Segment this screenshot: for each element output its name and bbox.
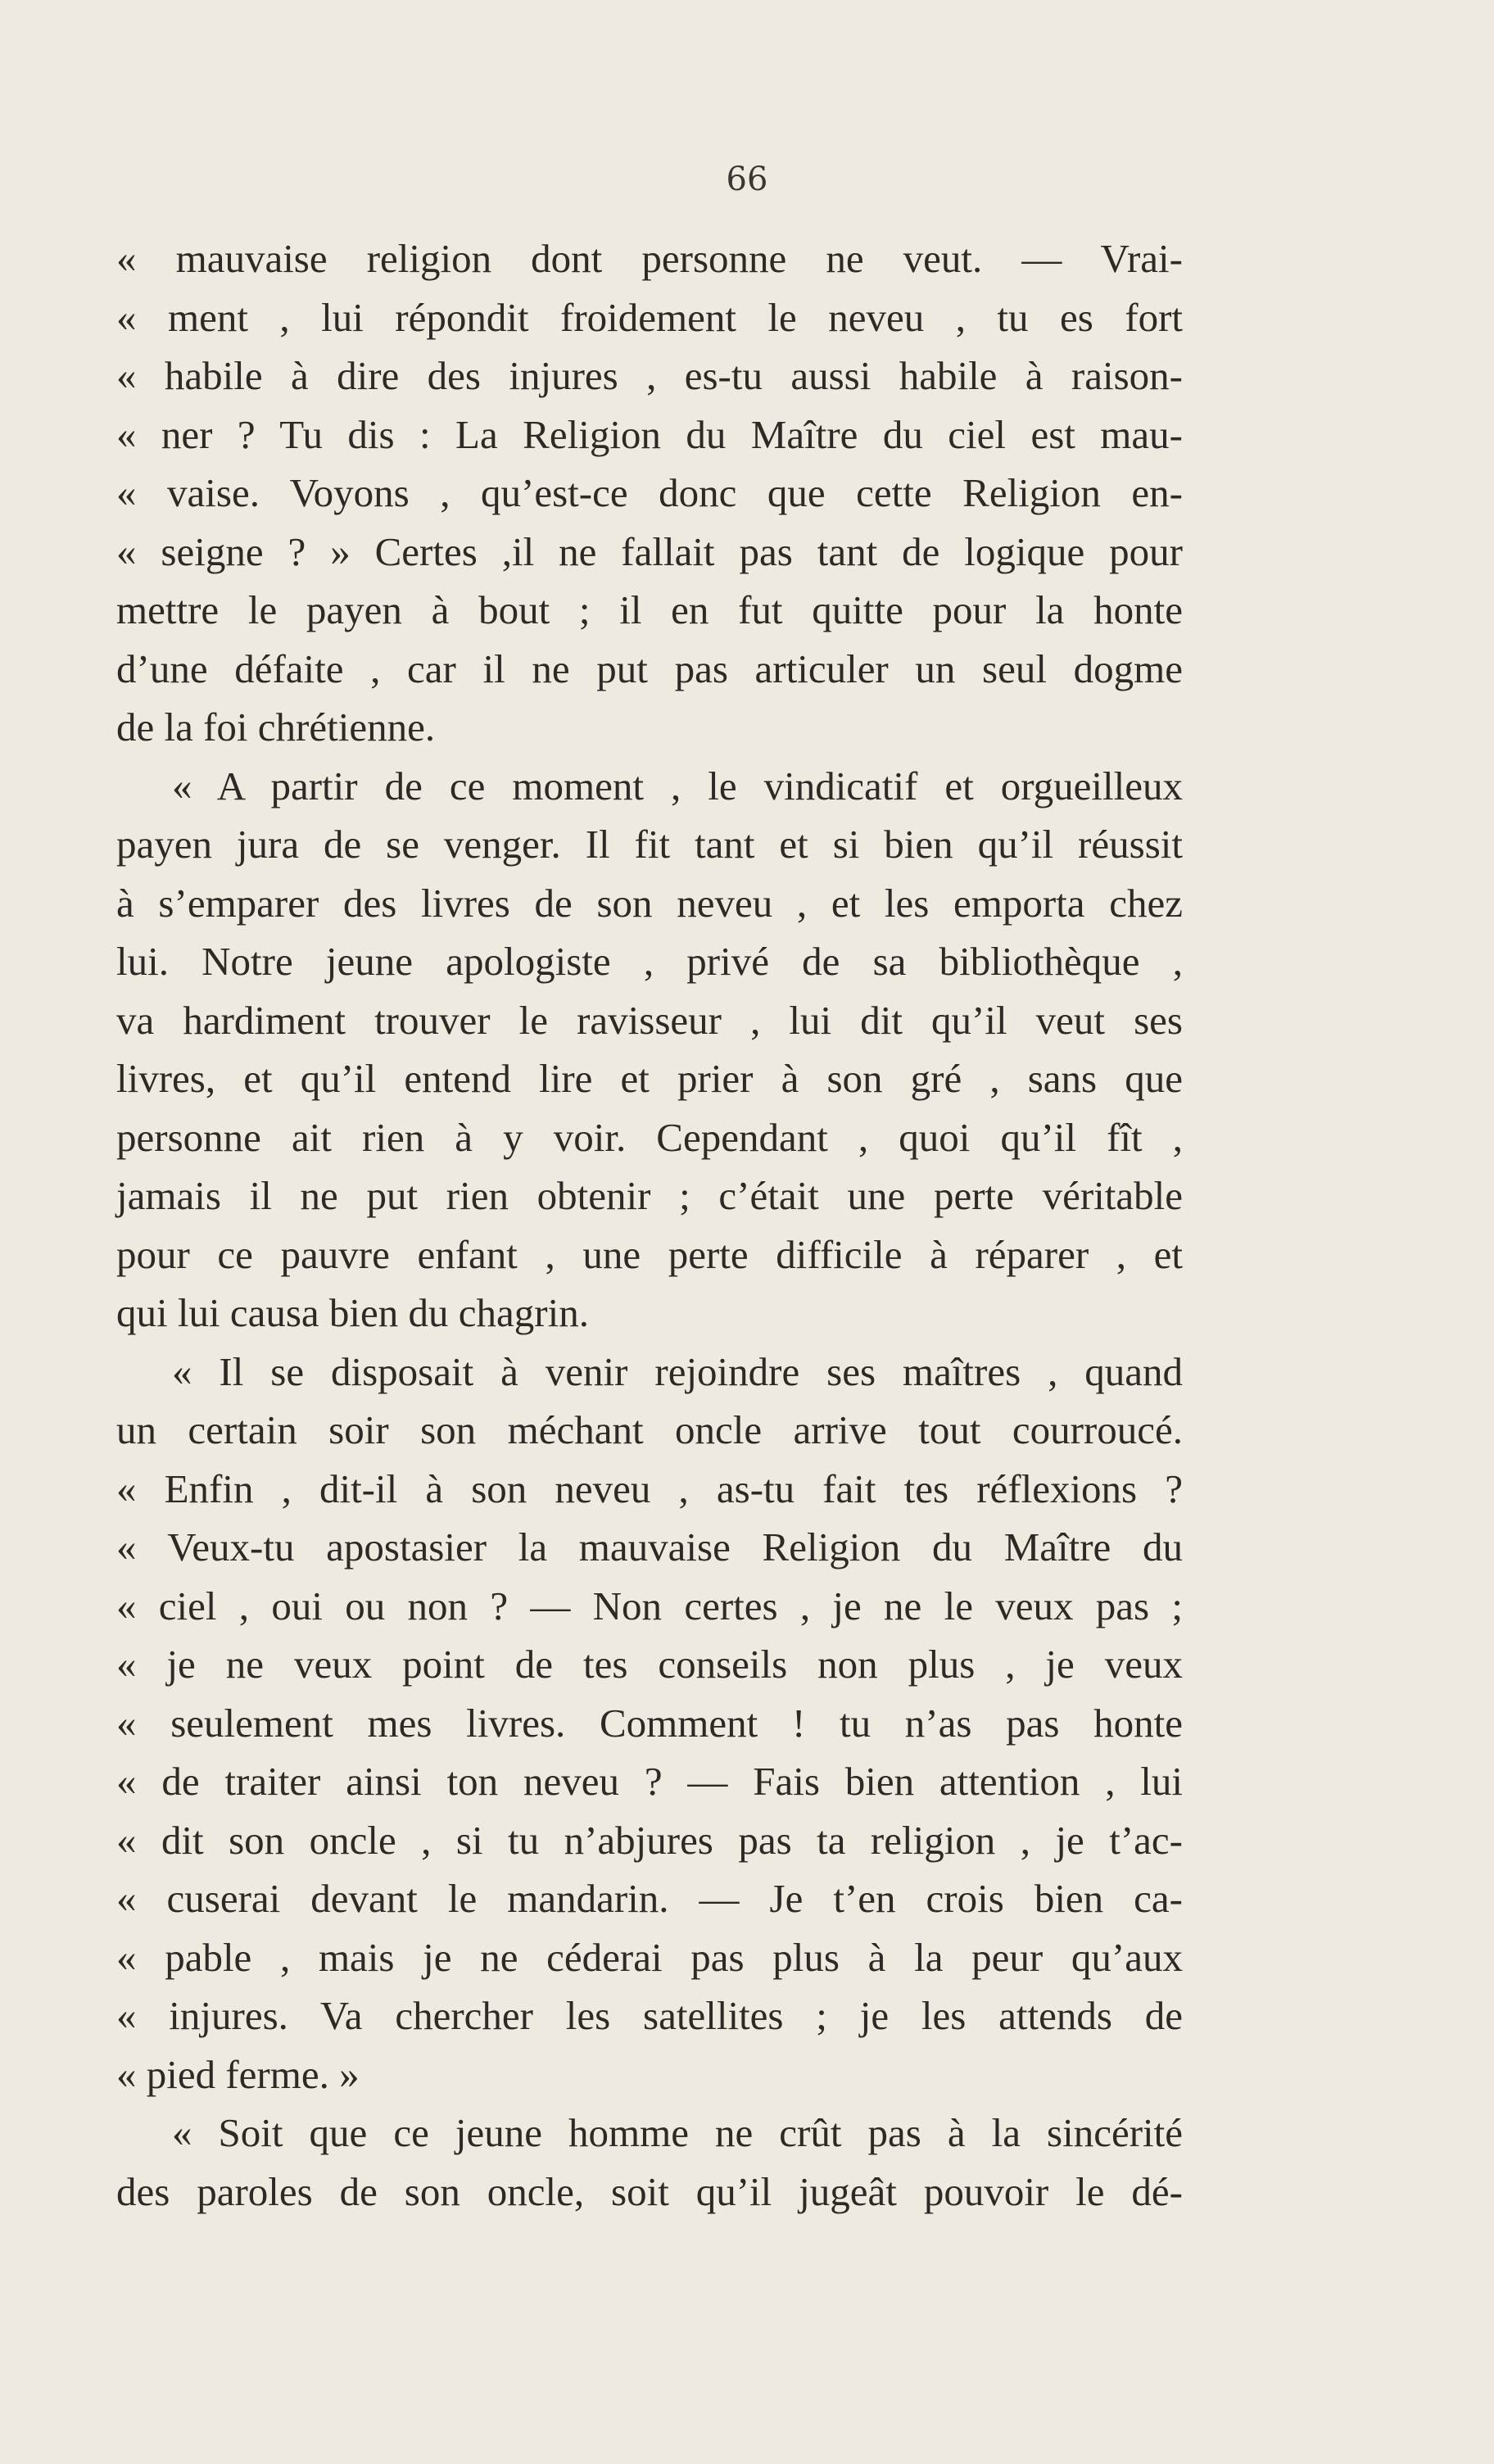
text-line: des paroles de son oncle, soit qu’il jugeât pouvoir le dé- xyxy=(116,2168,1183,2214)
text-line: d’une défaite , car il ne put pas articuler un seul dogme xyxy=(116,645,1183,691)
text-line: personne ait rien à y voir. Cependant , quoi qu’il fît , xyxy=(116,1114,1183,1160)
text-line: lui. Notre jeune apologiste , privé de sa bibliothèque , xyxy=(116,939,1183,984)
paragraph-start-line: « A partir de ce moment , le vindicatif et orgueilleux xyxy=(172,763,1183,808)
text-line: à s’emparer des livres de son neveu , et les emporta chez xyxy=(116,880,1183,926)
text-line: jamais il ne put rien obtenir ; c’était une perte véritable xyxy=(116,1173,1183,1218)
text-line: « de traiter ainsi ton neveu ? — Fais bien attention , lui xyxy=(116,1759,1183,1804)
text-line: « cuserai devant le mandarin. — Je t’en crois bien ca- xyxy=(116,1876,1183,1921)
text-line: « seigne ? » Certes ,il ne fallait pas tant de logique pour xyxy=(116,528,1183,574)
text-line: « ciel , oui ou non ? — Non certes , je ne le veux pas ; xyxy=(116,1583,1183,1628)
text-line: « ment , lui répondit froidement le neveu , tu es fort xyxy=(116,294,1183,340)
text-line: un certain soir son méchant oncle arrive tout courroucé. xyxy=(116,1407,1183,1452)
text-line: va hardiment trouver le ravisseur , lui dit qu’il veut ses xyxy=(116,997,1183,1043)
paragraph-end-line: « pied ferme. » xyxy=(116,2051,360,2097)
page-number: 66 xyxy=(726,161,768,198)
text-line: pour ce pauvre enfant , une perte difficile à réparer , et xyxy=(116,1231,1183,1277)
text-line: « seulement mes livres. Comment ! tu n’as pas honte xyxy=(116,1700,1183,1746)
text-line: mettre le payen à bout ; il en fut quitte pour la honte xyxy=(116,587,1183,632)
paragraph-end-line: de la foi chrétienne. xyxy=(116,704,436,750)
text-line: « Veux-tu apostasier la mauvaise Religion du Maître du xyxy=(116,1524,1183,1569)
text-line: « je ne veux point de tes conseils non plus , je veux xyxy=(116,1642,1183,1687)
text-line: « pable , mais je ne céderai pas plus à la peur qu’aux xyxy=(116,1934,1183,1980)
text-line: « habile à dire des injures , es-tu aussi habile à raison- xyxy=(116,353,1183,398)
body-text xyxy=(116,229,1183,2221)
text-line: « vaise. Voyons , qu’est-ce donc que cette Religion en- xyxy=(116,470,1183,515)
text-line: livres, et qu’il entend lire et prier à son gré , sans que xyxy=(116,1056,1183,1101)
paragraph-start-line: « Il se disposait à venir rejoindre ses maîtres , quand xyxy=(172,1348,1183,1394)
text-line: « ner ? Tu dis : La Religion du Maître du ciel est mau- xyxy=(116,411,1183,457)
text-line: « dit son oncle , si tu n’abjures pas ta religion , je t’ac- xyxy=(116,1817,1183,1863)
text-line: « injures. Va chercher les satellites ; je les attends de xyxy=(116,1993,1183,2038)
text-line: payen jura de se venger. Il fit tant et si bien qu’il réussit xyxy=(116,822,1183,867)
text-line: « mauvaise religion dont personne ne veut. — Vrai- xyxy=(116,236,1183,281)
paragraph-start-line: « Soit que ce jeune homme ne crût pas à la sincérité xyxy=(172,2110,1183,2155)
text-line: « Enfin , dit-il à son neveu , as-tu fait tes réflexions ? xyxy=(116,1465,1183,1511)
paragraph-end-line: qui lui causa bien du chagrin. xyxy=(116,1290,589,1335)
